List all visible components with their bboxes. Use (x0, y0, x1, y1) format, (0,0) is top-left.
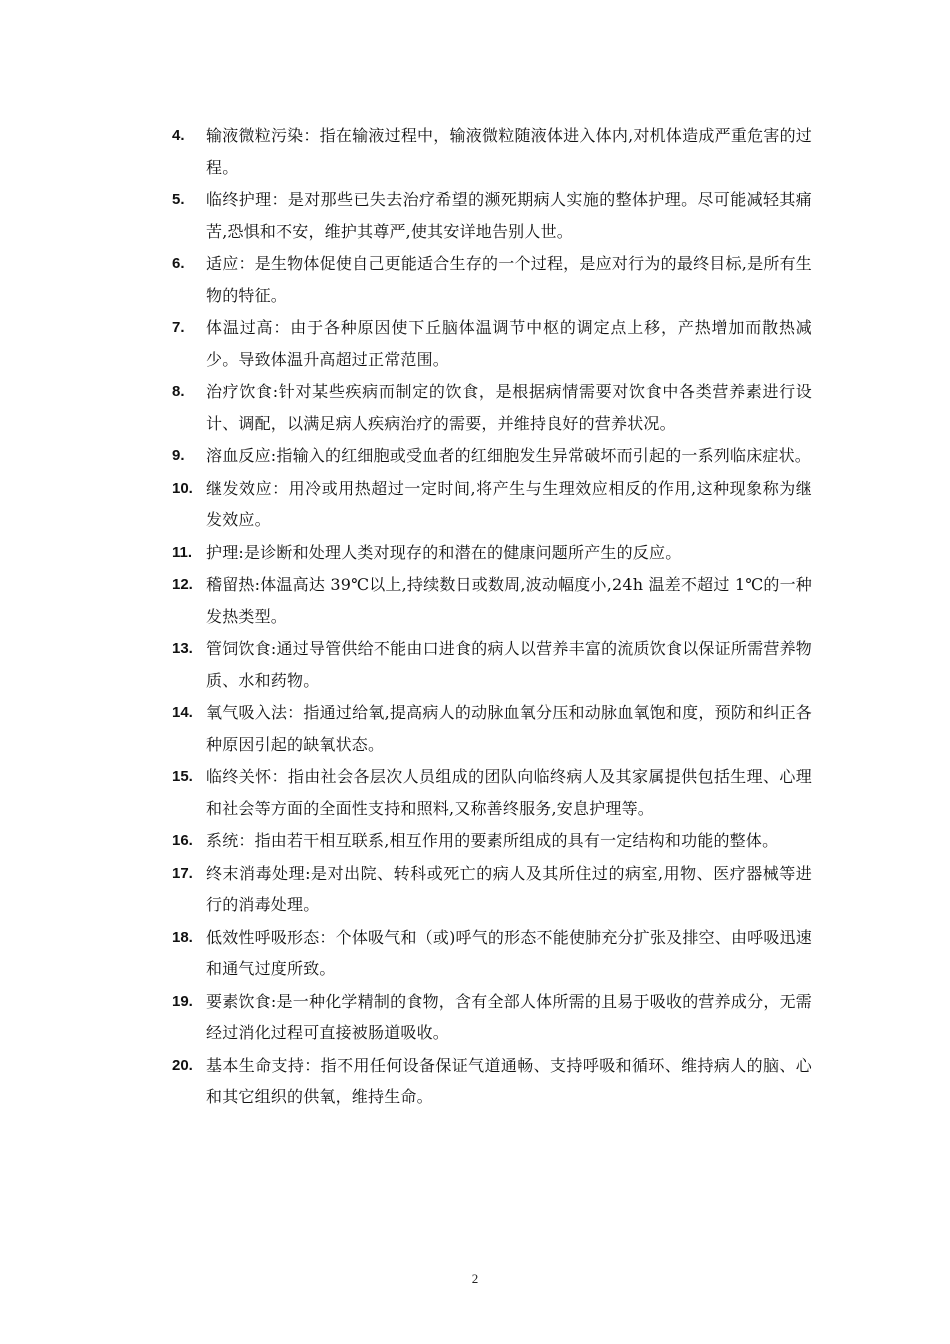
item-text: 低效性呼吸形态：个体吸气和（或)呼气的形态不能使肺充分扩张及排空、由呼吸迅速和通气过度所致。 (206, 927, 812, 978)
item-number: 9. (172, 447, 185, 464)
item-number: 18. (172, 928, 193, 946)
item-number: 13. (172, 640, 193, 657)
item-text: 氧气吸入法：指通过给氧,提高病人的动脉血氧分压和动脉血氧饱和度，预防和纠正各种原因引起的缺氧状态。 (206, 703, 812, 754)
item-text: 治疗饮食:针对某些疾病而制定的饮食，是根据病情需要对饮食中各类营养素进行设计、调配，以满足病人疾病治疗的需要，并维持良好的营养状况。 (206, 382, 812, 433)
item-text: 要素饮食:是一种化学精制的食物，含有全部人体所需的且易于吸收的营养成分，无需经过消化过程可直接被肠道吸收。 (206, 991, 812, 1042)
list-item (172, 537, 812, 569)
list-item (172, 825, 812, 857)
list-item (172, 248, 812, 311)
item-number: 10. (172, 479, 193, 497)
list-item (172, 1050, 812, 1113)
item-number: 20. (172, 1056, 193, 1074)
list-item (172, 120, 812, 183)
list-item (172, 761, 812, 824)
item-text: 适应：是生物体促使自己更能适合生存的一个过程，是应对行为的最终目标,是所有生物的特征。 (206, 254, 812, 305)
item-text: 稽留热:体温高达 39℃以上,持续数日或数周,波动幅度小,24h 温差不超过 1℃的一种发热类型。 (206, 575, 812, 626)
item-number: 14. (172, 704, 193, 721)
list-item (172, 440, 812, 472)
item-text: 继发效应：用冷或用热超过一定时间,将产生与生理效应相反的作用,这种现象称为继发效应。 (206, 478, 812, 529)
item-text: 溶血反应:指输入的红细胞或受血者的红细胞发生异常破坏而引起的一系列临床症状。 (206, 446, 811, 465)
item-number: 11. (172, 543, 193, 561)
list-item (172, 473, 812, 536)
item-number: 5. (172, 191, 185, 208)
item-number: 7. (172, 319, 185, 336)
list-item (172, 376, 812, 439)
list-item (172, 986, 812, 1049)
item-text: 输液微粒污染：指在输液过程中，输液微粒随液体进入体内,对机体造成严重危害的过程。 (206, 126, 812, 177)
item-text: 终末消毒处理:是对出院、转科或死亡的病人及其所住过的病室,用物、医疗器械等进行的消毒处理。 (206, 863, 812, 914)
list-item (172, 184, 812, 247)
item-number: 8. (172, 383, 185, 400)
item-number: 17. (172, 864, 193, 882)
list-item (172, 922, 812, 985)
item-text: 体温过高：由于各种原因使下丘脑体温调节中枢的调定点上移，产热增加而散热减少。导致体温升高超过正常范围。 (206, 318, 812, 369)
definition-list (172, 120, 812, 1114)
item-text: 管饲饮食:通过导管供给不能由口进食的病人以营养丰富的流质饮食以保证所需营养物质、水和药物。 (206, 639, 812, 690)
item-number: 16. (172, 832, 193, 849)
list-item (172, 858, 812, 921)
item-text: 临终关怀：指由社会各层次人员组成的团队向临终病人及其家属提供包括生理、心理和社会等方面的全面性支持和照料,又称善终服务,安息护理等。 (206, 767, 812, 818)
item-number: 4. (172, 127, 185, 144)
item-number: 6. (172, 255, 185, 272)
item-text: 基本生命支持：指不用任何设备保证气道通畅、支持呼吸和循环、维持病人的脑、心和其它组织的供氧，维持生命。 (206, 1055, 812, 1106)
item-number: 12. (172, 576, 193, 593)
item-number: 15. (172, 768, 193, 785)
page-number: 2 (471, 1271, 479, 1286)
list-item (172, 569, 812, 632)
item-text: 系统：指由若干相互联系,相互作用的要素所组成的具有一定结构和功能的整体。 (206, 831, 779, 850)
list-item (172, 697, 812, 760)
list-item (172, 633, 812, 696)
list-item (172, 312, 812, 375)
item-text: 临终护理：是对那些已失去治疗希望的濒死期病人实施的整体护理。尽可能减轻其痛苦,恐惧和不安，维护其尊严,使其安详地告别人世。 (206, 190, 812, 241)
item-number: 19. (172, 992, 193, 1010)
item-text: 护理:是诊断和处理人类对现存的和潜在的健康问题所产生的反应。 (206, 542, 682, 562)
